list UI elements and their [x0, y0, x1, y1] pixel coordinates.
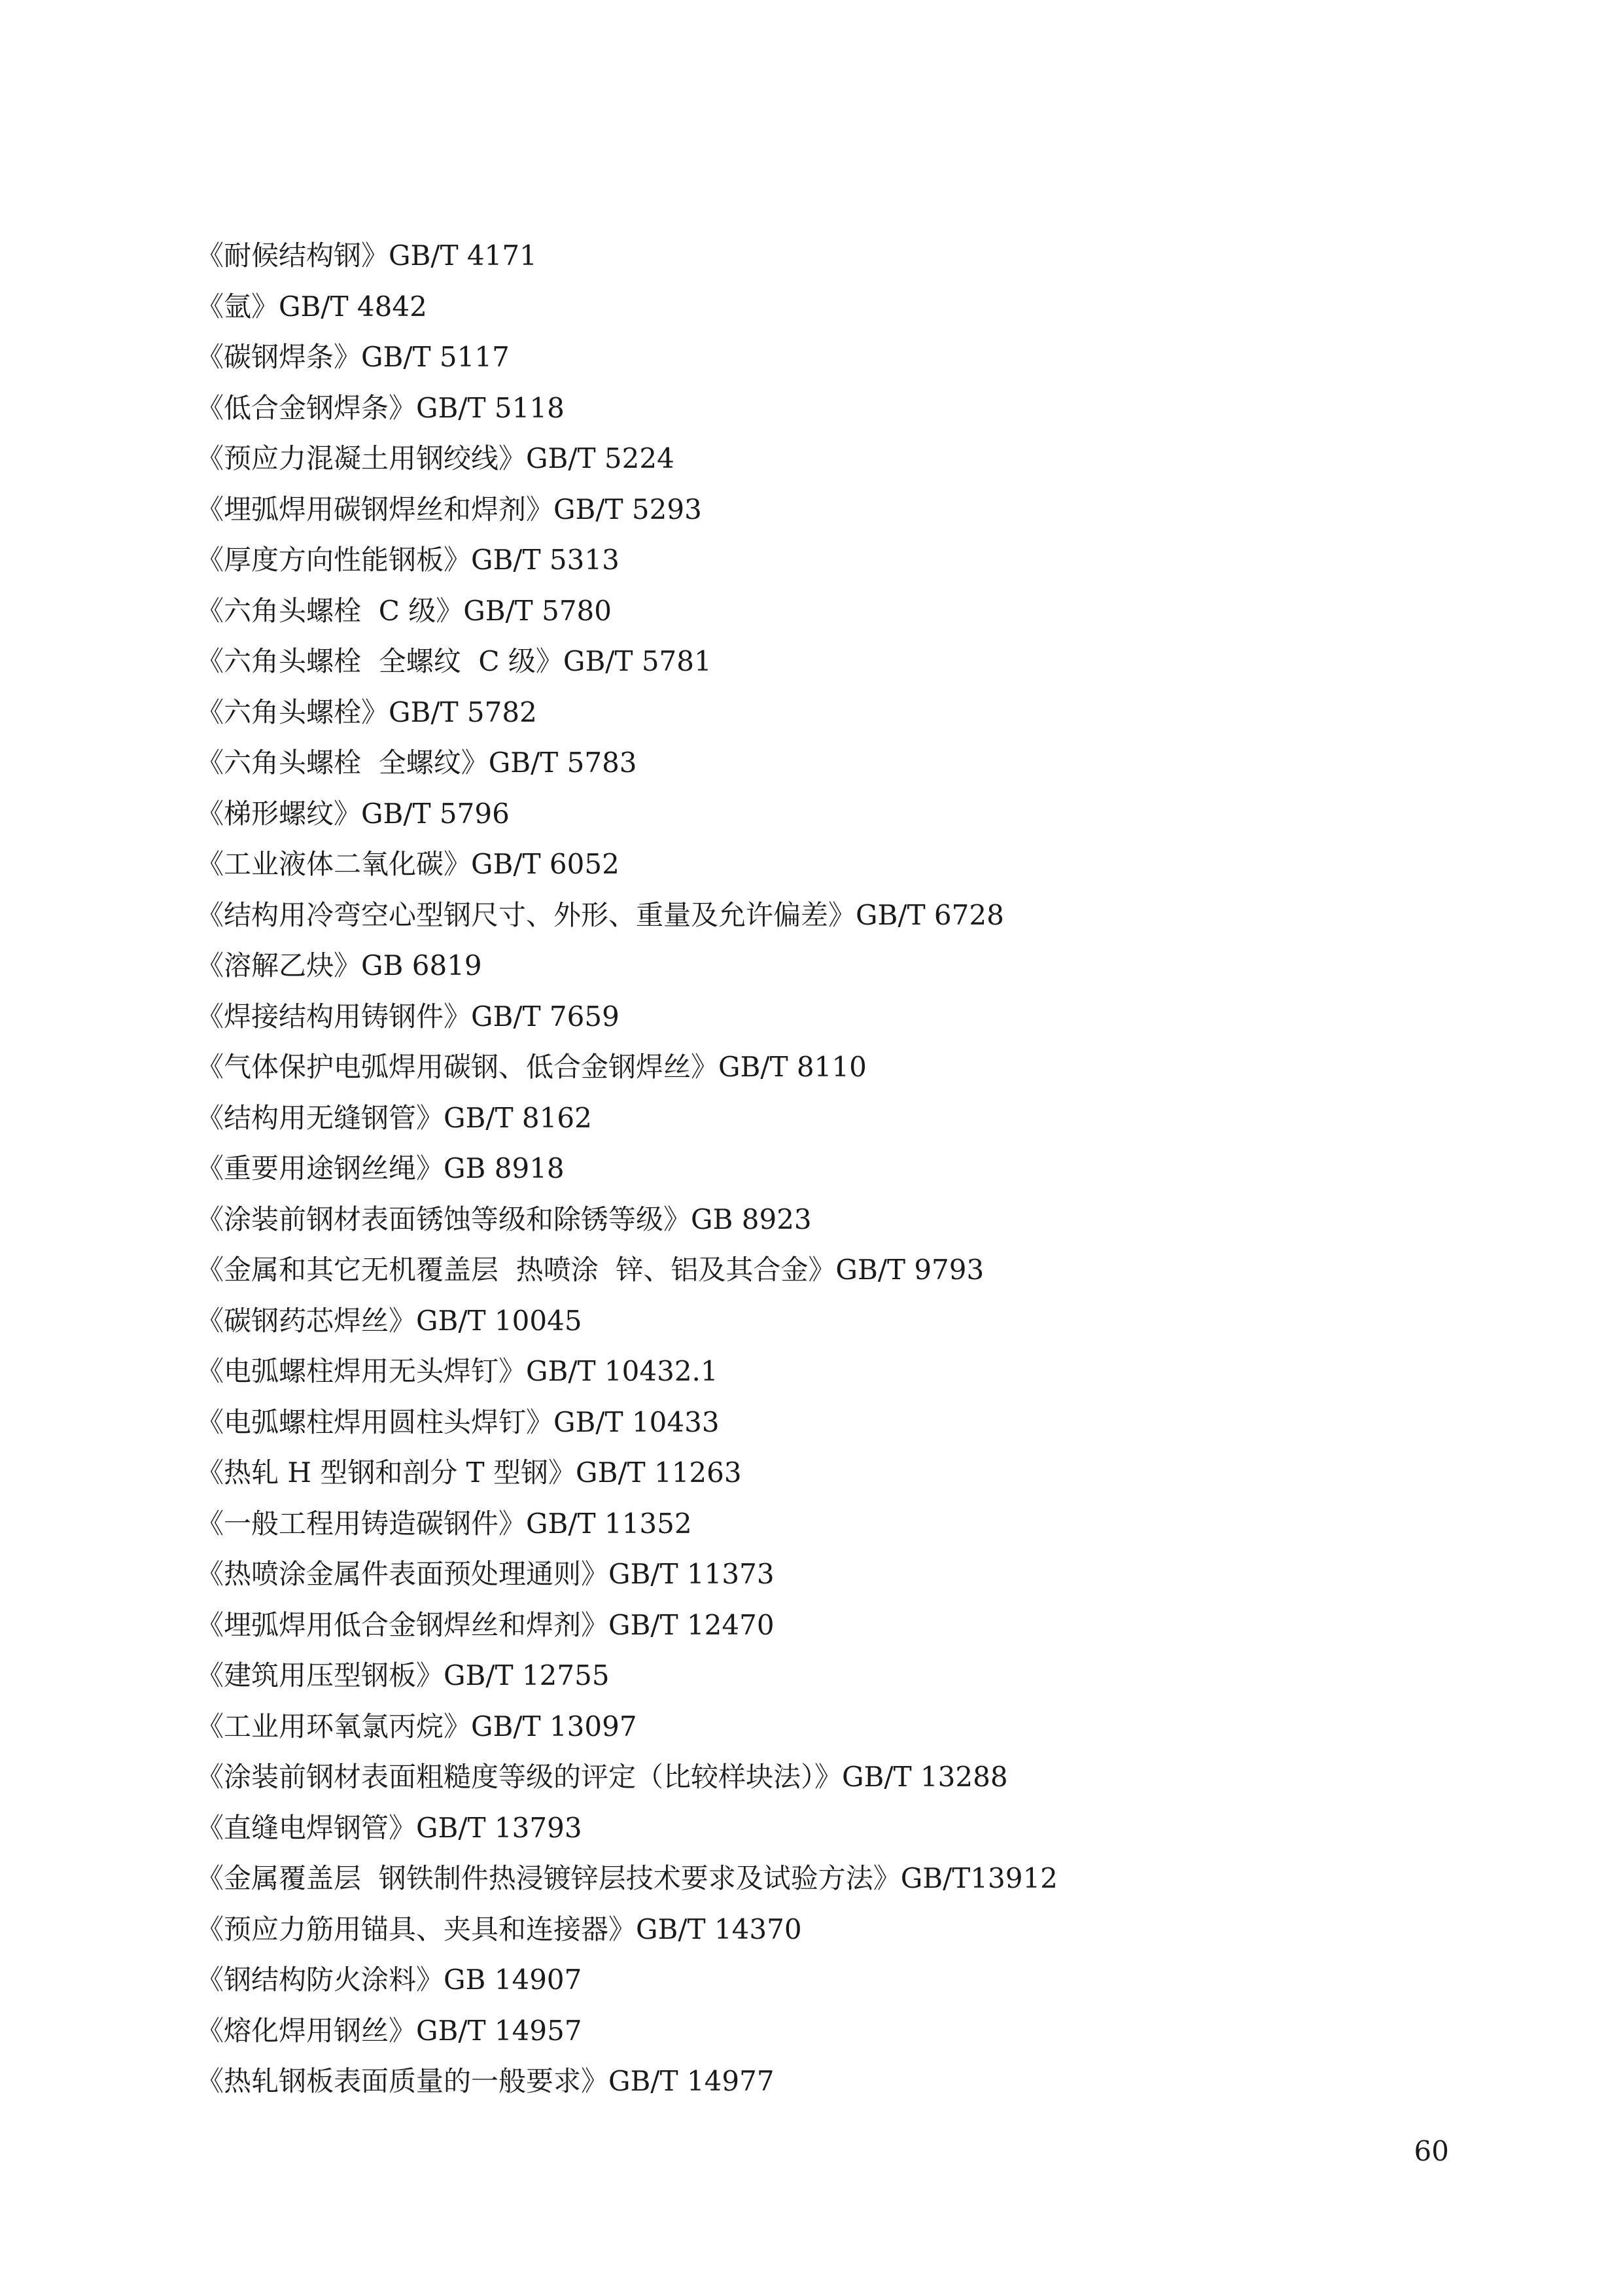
standard-entry: 《电弧螺柱焊用圆柱头焊钉》GB/T 10433 [196, 1405, 720, 1438]
standard-entry: 《梯形螺纹》GB/T 5796 [196, 797, 510, 830]
standard-entry: 《工业液体二氧化碳》GB/T 6052 [196, 848, 620, 880]
standard-entry: 《低合金钢焊条》GB/T 5118 [196, 391, 565, 424]
standard-entry: 《金属覆盖层 钢铁制件热浸镀锌层技术要求及试验方法》GB/T13912 [196, 1862, 1058, 1894]
standard-entry: 《碳钢药芯焊丝》GB/T 10045 [196, 1304, 582, 1337]
standard-entry: 《六角头螺栓 C 级》GB/T 5780 [196, 594, 612, 627]
standard-entry: 《重要用途钢丝绳》GB 8918 [196, 1152, 565, 1184]
standard-entry: 《钢结构防火涂料》GB 14907 [196, 1964, 582, 1996]
standard-entry: 《涂装前钢材表面粗糙度等级的评定（比较样块法）》GB/T 13288 [196, 1761, 1008, 1793]
standard-entry: 《金属和其它无机覆盖层 热喷涂 锌、铝及其合金》GB/T 9793 [196, 1254, 985, 1286]
standards-list [196, 230, 1472, 2107]
standard-entry: 《六角头螺栓 全螺纹》GB/T 5783 [196, 747, 637, 779]
standard-entry: 《耐候结构钢》GB/T 4171 [196, 239, 537, 272]
standard-entry: 《热轧钢板表面质量的一般要求》GB/T 14977 [196, 2065, 775, 2097]
standard-entry: 《热喷涂金属件表面预处理通则》GB/T 11373 [196, 1558, 775, 1590]
standard-entry: 《六角头螺栓 全螺纹 C 级》GB/T 5781 [196, 645, 712, 677]
standard-entry: 《埋弧焊用碳钢焊丝和焊剂》GB/T 5293 [196, 493, 702, 525]
standard-entry: 《预应力筋用锚具、夹具和连接器》GB/T 14370 [196, 1913, 802, 1945]
standard-entry: 《溶解乙炔》GB 6819 [196, 949, 482, 981]
standard-entry: 《六角头螺栓》GB/T 5782 [196, 696, 537, 728]
standard-entry: 《氩》GB/T 4842 [196, 290, 427, 323]
standard-entry: 《直缝电焊钢管》GB/T 13793 [196, 1811, 582, 1844]
standard-entry: 《气体保护电弧焊用碳钢、低合金钢焊丝》GB/T 8110 [196, 1051, 867, 1083]
standard-entry: 《埋弧焊用低合金钢焊丝和焊剂》GB/T 12470 [196, 1608, 775, 1641]
standard-entry: 《预应力混凝土用钢绞线》GB/T 5224 [196, 442, 674, 474]
standard-entry: 《热轧 H 型钢和剖分 T 型钢》GB/T 11263 [196, 1457, 742, 1489]
page-number: 60 [1414, 2135, 1449, 2167]
standard-entry: 《结构用冷弯空心型钢尺寸、外形、重量及允许偏差》GB/T 6728 [196, 898, 1004, 931]
standard-entry: 《电弧螺柱焊用无头焊钉》GB/T 10432.1 [196, 1355, 718, 1387]
standard-entry: 《涂装前钢材表面锈蚀等级和除锈等级》GB 8923 [196, 1203, 812, 1235]
standard-entry: 《一般工程用铸造碳钢件》GB/T 11352 [196, 1507, 692, 1540]
standard-entry: 《熔化焊用钢丝》GB/T 14957 [196, 2014, 582, 2047]
standard-entry: 《焊接结构用铸钢件》GB/T 7659 [196, 1000, 620, 1033]
standard-entry: 《厚度方向性能钢板》GB/T 5313 [196, 544, 620, 576]
standard-entry: 《结构用无缝钢管》GB/T 8162 [196, 1101, 592, 1134]
standard-entry: 《建筑用压型钢板》GB/T 12755 [196, 1659, 610, 1691]
standard-entry: 《工业用环氧氯丙烷》GB/T 13097 [196, 1710, 637, 1742]
standard-entry: 《碳钢焊条》GB/T 5117 [196, 341, 510, 373]
